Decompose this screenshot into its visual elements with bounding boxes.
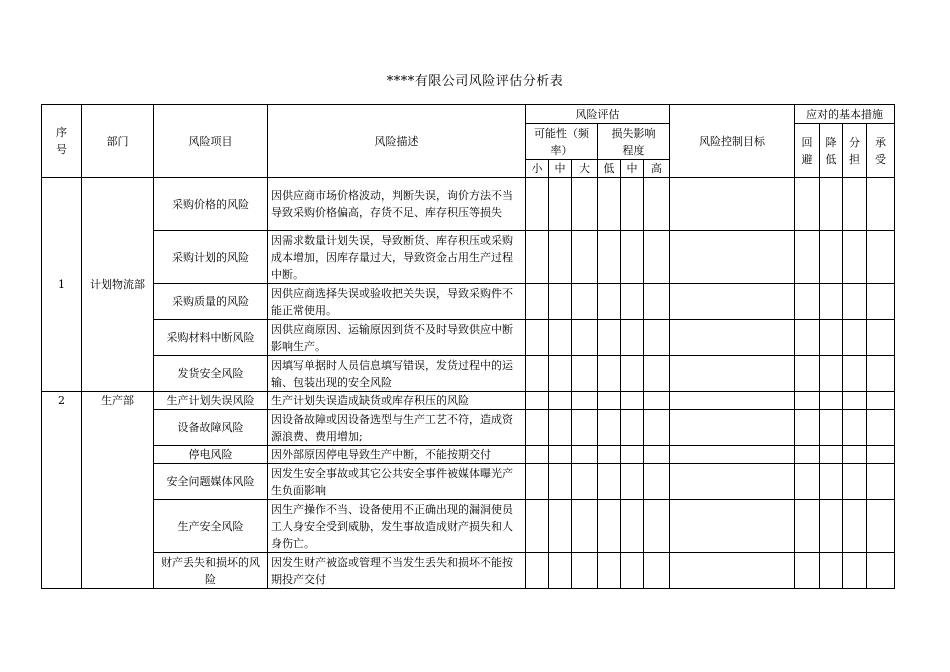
risk-desc: 因需求数量计划失误，导致断货、库存积压或采购成本增加，因库存量过大，导致资金占用生产过程中断。	[268, 231, 526, 284]
header-likelihood-medium: 中	[549, 160, 572, 178]
group-dept: 计划物流部	[82, 178, 154, 392]
risk-item: 采购计划的风险	[154, 231, 268, 284]
header-dept: 部门	[82, 105, 154, 178]
risk-desc: 因生产操作不当、设备使用不正确出现的漏洞使员工人身安全受到威胁，发生事故造成财产损失和人身伤亡。	[268, 500, 526, 553]
header-impact-high: 高	[644, 160, 670, 178]
table-row	[42, 446, 895, 464]
table-row	[42, 320, 895, 356]
risk-desc: 因供应商选择失误或验收把关失误，导致采购件不能正常使用。	[268, 284, 526, 320]
table-row	[42, 392, 895, 410]
header-target: 风险控制目标	[670, 105, 795, 178]
table-row	[42, 356, 895, 392]
header-likelihood-large: 大	[572, 160, 598, 178]
risk-item: 采购材料中断风险	[154, 320, 268, 356]
page-title: ****有限公司风险评估分析表	[386, 74, 564, 89]
risk-desc: 因外部原因停电导致生产中断，不能按期交付	[268, 446, 526, 464]
risk-desc: 因供应商市场价格波动，判断失误，询价方法不当导致采购价格偏高，存货不足、库存积压等损失	[268, 178, 526, 231]
risk-assessment-table	[41, 104, 895, 589]
table-row	[42, 178, 895, 231]
header-desc: 风险描述	[268, 105, 526, 178]
header-measures: 应对的基本措施	[795, 105, 895, 124]
risk-item: 停电风险	[154, 446, 268, 464]
risk-item: 生产安全风险	[154, 500, 268, 553]
header-avoid: 回避	[795, 124, 820, 178]
header-item: 风险项目	[154, 105, 268, 178]
header-impact-low: 低	[598, 160, 621, 178]
risk-desc: 因供应商原因、运输原因到货不及时导致供应中断影响生产。	[268, 320, 526, 356]
header-likelihood: 可能性（频率）	[526, 124, 598, 160]
table-row	[42, 284, 895, 320]
header-accept: 承受	[867, 124, 895, 178]
risk-item: 采购质量的风险	[154, 284, 268, 320]
risk-desc: 因设备故障或因设备选型与生产工艺不符，造成资源浪费、费用增加;	[268, 410, 526, 446]
risk-desc: 生产计划失误造成缺货或库存积压的风险	[268, 392, 526, 410]
group-seq: 2	[42, 392, 82, 589]
header-seq: 序号	[42, 105, 82, 178]
table-row	[42, 500, 895, 553]
risk-desc: 因发生财产被盗或管理不当发生丢失和损坏不能按期投产交付	[268, 553, 526, 589]
risk-desc: 因填写单据时人员信息填写错误，发货过程中的运输、包装出现的安全风险	[268, 356, 526, 392]
table-row	[42, 464, 895, 500]
risk-item: 生产计划失误风险	[154, 392, 268, 410]
header-share: 分担	[843, 124, 867, 178]
group-dept: 生产部	[82, 392, 154, 589]
table-row	[42, 410, 895, 446]
risk-desc: 因发生安全事故或其它公共安全事件被媒体曝光产生负面影响	[268, 464, 526, 500]
table-row	[42, 231, 895, 284]
risk-item: 发货安全风险	[154, 356, 268, 392]
header-impact-mid: 中	[621, 160, 644, 178]
risk-item: 财产丢失和损坏的风险	[154, 553, 268, 589]
risk-item: 设备故障风险	[154, 410, 268, 446]
table-row	[42, 553, 895, 589]
header-impact: 损失影响程度	[598, 124, 670, 160]
header-reduce: 降低	[820, 124, 843, 178]
header-likelihood-small: 小	[526, 160, 549, 178]
risk-item: 采购价格的风险	[154, 178, 268, 231]
header-assessment: 风险评估	[526, 105, 670, 124]
group-seq: 1	[42, 178, 82, 392]
risk-item: 安全问题媒体风险	[154, 464, 268, 500]
